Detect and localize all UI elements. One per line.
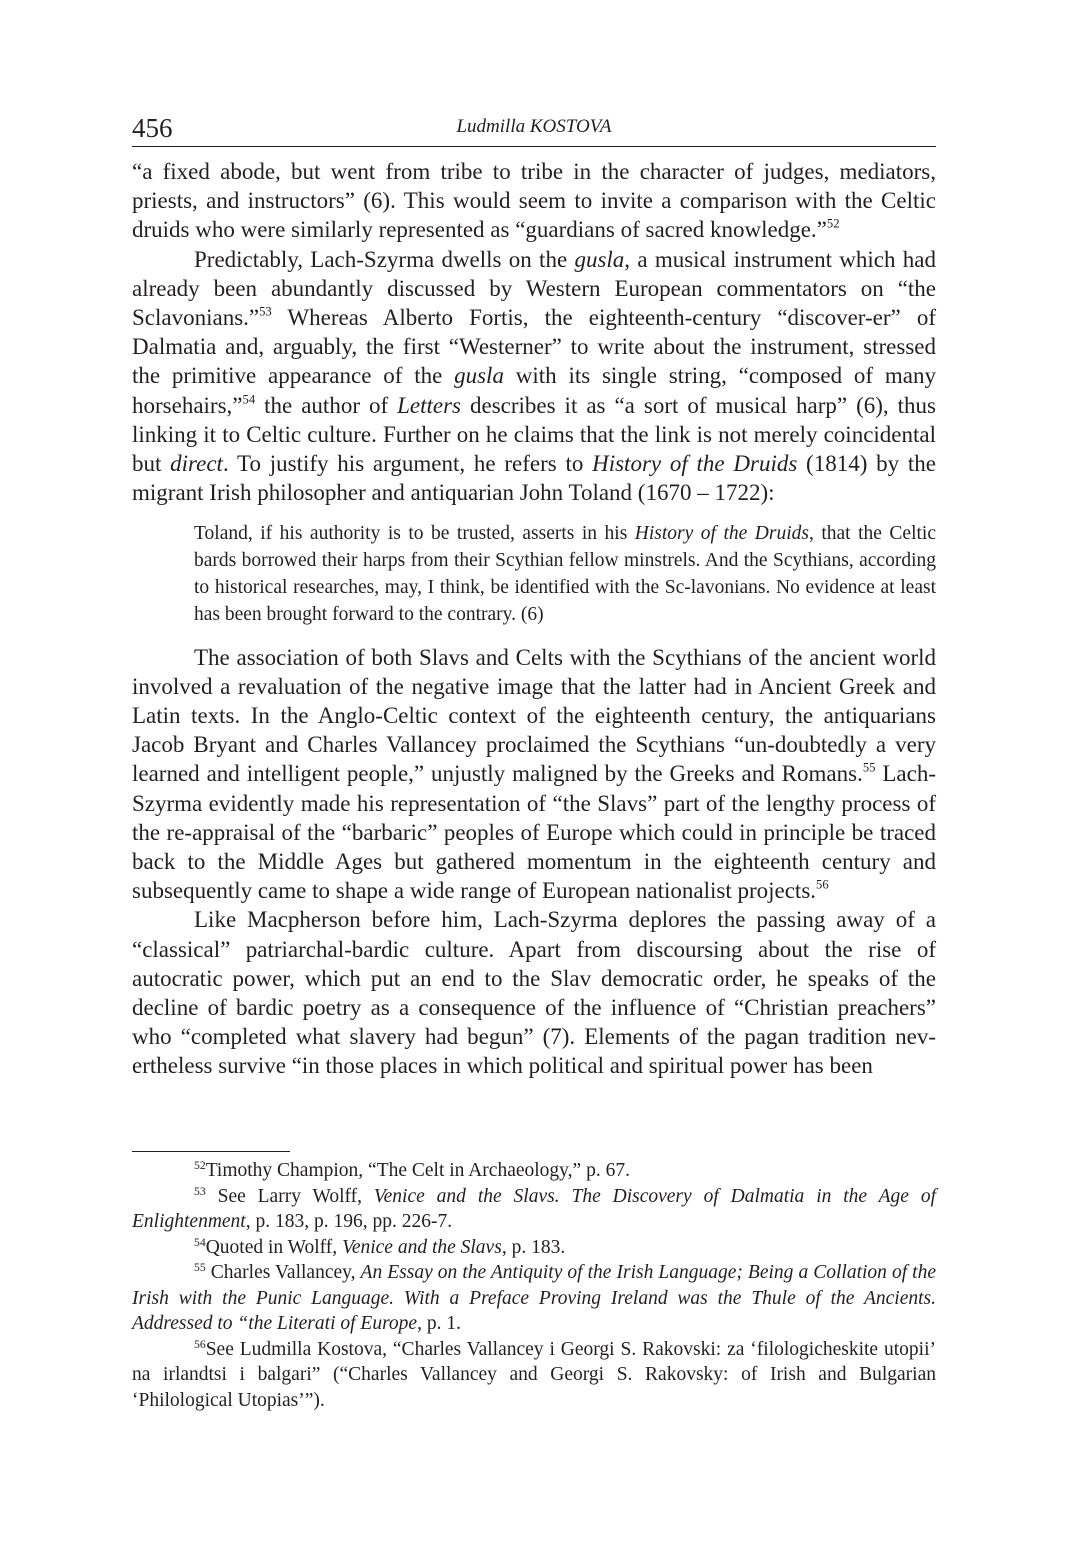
footnote-ref-56[interactable]: 56 <box>816 877 829 892</box>
paragraph-3: The association of both Slavs and Celts with the Scythians of the ancient world involved a revaluation of the negative image that the latter had in Ancient Greek and Latin texts. In the Anglo-Celtic context of the eighteenth century, the antiquarians Jacob Bryant and Charles Vallancey proclaimed the Scythians “un-doubtedly a very learned and intelligent people,” unjustly maligned by the Greeks and Romans.$^{55}$ Lach-Szyrma evidently made his representation of “the Slavs” part of the lengthy process of the re-appraisal of the “barbaric” peoples of Europe which could in principle be traced back to the Middle Ages but gathered momentum in the eighteenth century and subsequently came to shape a wide range of European nationalist projects.$^{56}$ <box>132 644 936 904</box>
block-quote: Toland, if his authority is to be trusted, asserts in his History of the Druids, that the Celtic bards borrowed their harps from their Scythian fellow minstrels. And the Scythians, according to historical researches, may, I think, be identified with the Sc-lavonians. No evidence at least has been brought forward to the contrary. (6) <box>194 523 937 625</box>
footnote-ref-52[interactable]: 52 <box>826 216 840 231</box>
paragraph-4: Like Macpherson before him, Lach-Szyrma deplores the passing away of a “classical” patriarchal-bardic culture. Apart from discoursing about the rise of autocratic power, which put an end to the Slav democratic order, he speaks of the decline of bardic poetry as a consequence of the influence of “Christian preachers” who “completed what slavery had begun” (7). Elements of the pagan tradition nev-ertheless survive “in those places in which political and spiritual power has been <box>132 907 936 1079</box>
footnote-56: $^{56}$See Ludmilla Kostova, “Charles Vallancey i Georgi S. Rakovski: za ‘filologicheskite utopii’ na irlandtsi i balgari” (“Charles Vallancey and Georgi S. Rakovsky: of Irish and Bulgarian ‘Philological Utopias’”). <box>132 1337 936 1411</box>
footnote-ref-54[interactable]: 54 <box>242 392 256 407</box>
footnote-ref-53[interactable]: 53 <box>259 304 272 319</box>
footnote-52: $^{52}$Timothy Champion, “The Celt in Archaeology,” p. 67. <box>194 1158 630 1181</box>
paragraph-1: “a fixed abode, but went from tribe to tribe in the character of judges, mediators, priests, and instructors” (6). This would seem to invite a comparison with the Celtic druids who were similarly represented as “guardians of sacred knowledge.”$^{52}$ <box>132 159 936 243</box>
footnotes <box>132 1158 936 1413</box>
paragraph-2: Predictably, Lach-Szyrma dwells on the gusla, a musical instrument which had already been abundantly discussed by Western European commentators on “the Sclavonians.”$^{53}$ Whereas Alberto Fortis, the eighteenth-century “discover-er” of Dalmatia and, arguably, the first “Westerner” to write about the instrument, stressed the primitive appearance of the gusla with its single string, “composed of many horsehairs,”$^{54}$ the author of Letters describes it as “a sort of musical harp” (6), thus linking it to Celtic culture. Further on he claims that the link is not merely coincidental but direct. To justify his argument, he refers to History of the Druids (1814) by the migrant Irish philosopher and antiquarian John Toland (1670 – 1722): <box>132 246 937 506</box>
footnote-55: $^{55}$ Charles Vallancey, An Essay on the Antiquity of the Irish Language; Being a Collation of the Irish with the Punic Language. With a Preface Proving Ireland was the Thule of the Ancients. Addressed to “the Literati of Europe, p. 1. <box>132 1260 937 1334</box>
footnote-ref-55[interactable]: 55 <box>862 760 876 775</box>
footnote-54: $^{54}$Quoted in Wolff, Venice and the Slavs, p. 183. <box>194 1235 566 1258</box>
page-header <box>132 110 936 147</box>
main-text <box>132 157 936 1081</box>
footnote-divider <box>132 1151 290 1152</box>
footnote-53: $^{53}$ See Larry Wolff, Venice and the Slavs. The Discovery of Dalmatia in the Age of Enlightenment, p. 183, p. 196, pp. 226-7. <box>132 1184 936 1232</box>
running-head-author: Ludmilla KOSTOVA <box>456 116 612 137</box>
page-number: 456 <box>132 113 173 143</box>
